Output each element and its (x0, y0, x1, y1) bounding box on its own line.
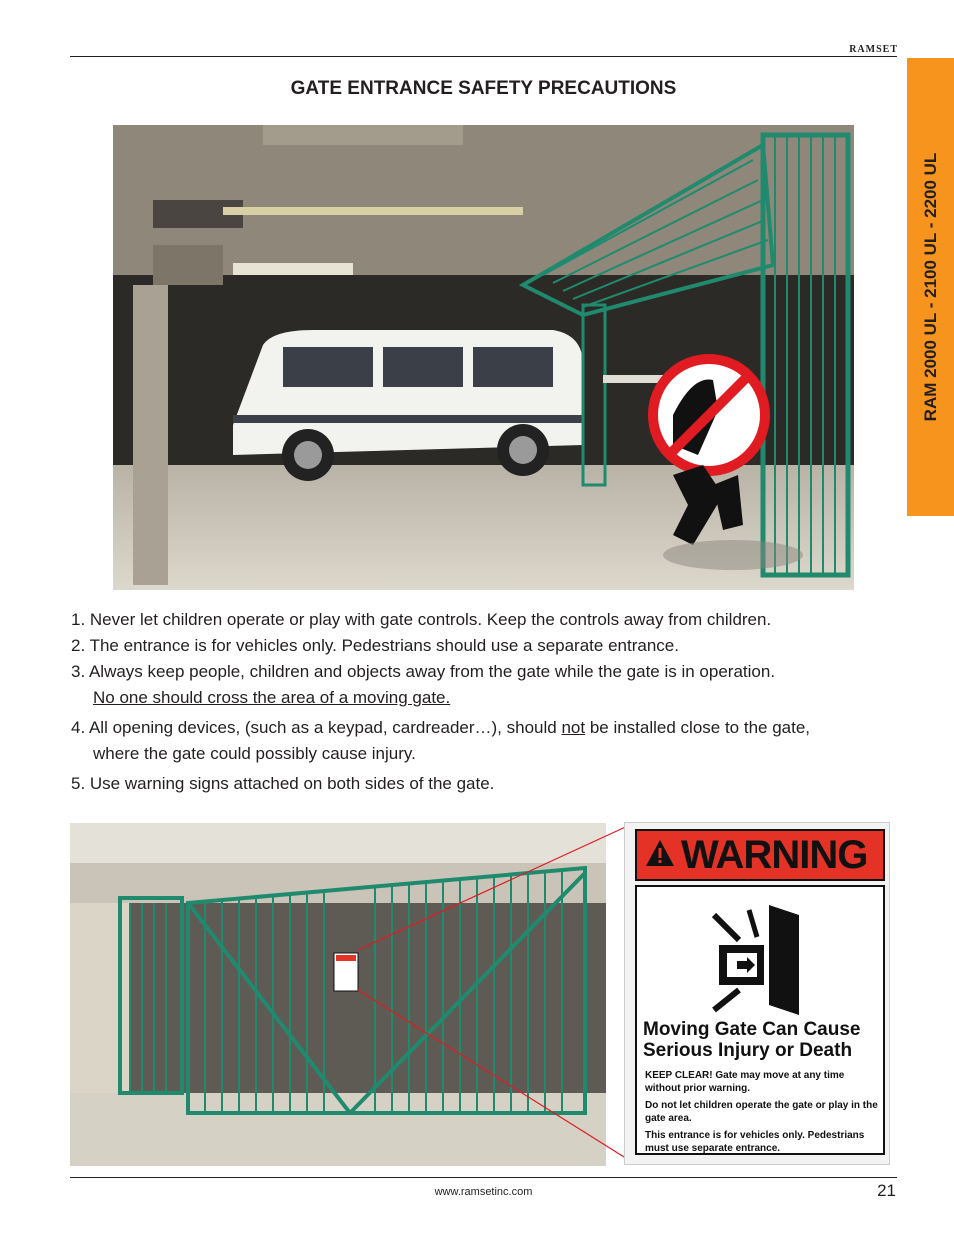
warning-word: WARNING (681, 833, 868, 877)
warning-line-1: KEEP CLEAR! Gate may move at any time without prior warning. (645, 1070, 845, 1094)
warning-sign-body (635, 885, 885, 1155)
rule-3 (71, 659, 901, 711)
top-rule (70, 56, 897, 57)
warning-triangle-icon (645, 838, 675, 868)
rule-3-underlined: No one should cross the area of a moving gate. (93, 688, 451, 707)
side-tab (907, 58, 954, 516)
rule-3-text: 3. Always keep people, children and objects away from the gate while the gate is in operation. (71, 662, 776, 681)
crush-hazard-icon (709, 905, 809, 1015)
rule-4 (71, 715, 901, 767)
page-title: GATE ENTRANCE SAFETY PRECAUTIONS (290, 78, 677, 99)
rule-4-emphasis: not (561, 718, 586, 737)
rule-4-continuation: where the gate could possibly cause injury. (93, 744, 416, 763)
garage-gate-photo (113, 125, 854, 590)
brand-name: RAMSET (849, 44, 898, 55)
warning-line-3: This entrance is for vehicles only. Pedestrians must use separate entrance. (645, 1130, 865, 1154)
side-tab-label: RAM 2000 UL - 2100 UL - 2200 UL (920, 152, 940, 422)
rule-5: 5. Use warning signs attached on both sides of the gate. (71, 774, 495, 793)
safety-rules-list (71, 607, 901, 797)
page-number: 21 (877, 1181, 896, 1200)
warning-line-2: Do not let children operate the gate or play in the gate area. (645, 1100, 878, 1124)
warning-headline: Moving Gate Can Cause Serious Injury or Death (643, 1019, 861, 1061)
rule-1: 1. Never let children operate or play with gate controls. Keep the controls away from children. (71, 610, 772, 629)
warning-sign-header (635, 829, 885, 881)
rule-4-before: 4. All opening devices, (such as a keypad, cardreader…), should (71, 718, 562, 737)
warning-body-text (645, 1069, 881, 1159)
bottom-rule (70, 1177, 897, 1178)
warning-sign (624, 822, 890, 1165)
footer-url[interactable]: www.ramsetinc.com (434, 1186, 533, 1198)
gate-exterior-photo (70, 823, 606, 1166)
rule-2: 2. The entrance is for vehicles only. Pedestrians should use a separate entrance. (71, 636, 679, 655)
rule-4-after: be installed close to the gate, (585, 718, 811, 737)
